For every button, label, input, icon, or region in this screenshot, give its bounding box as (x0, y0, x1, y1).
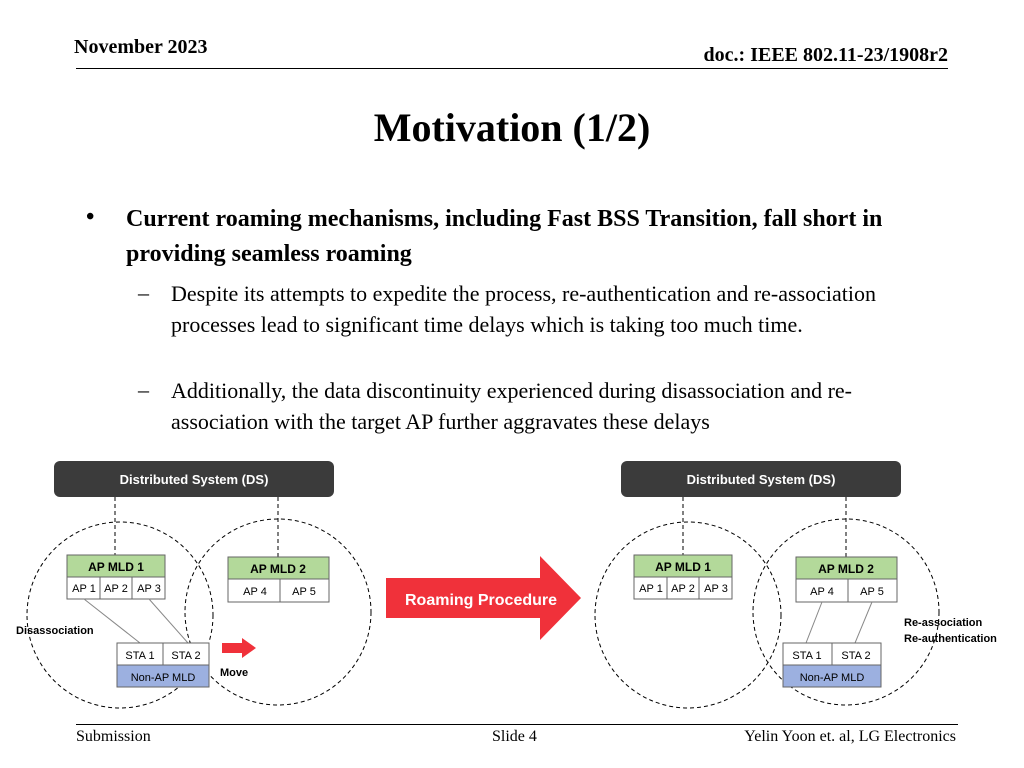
ap-cell: AP 4 (243, 586, 267, 598)
link-line (806, 602, 822, 643)
sub-bullet-marker: – (138, 377, 149, 402)
bullet-marker: • (86, 204, 95, 230)
reassociation-label: Re-association (904, 617, 983, 629)
header-date: November 2023 (74, 36, 208, 58)
ap-cell: AP 1 (639, 583, 663, 595)
disassociation-label: Disassociation (16, 625, 94, 637)
ap-mld-2-label: AP MLD 2 (818, 562, 874, 576)
footer-divider (76, 724, 958, 725)
link-line (149, 599, 188, 643)
right-diagram (595, 461, 997, 708)
sub-bullet-1: Despite its attempts to expedite the process, re-authentication and re-association processes lead to significant time delays which is taking too much time. (171, 281, 876, 337)
move-arrow-icon (222, 638, 256, 658)
sta-cell: STA 1 (792, 650, 822, 662)
footer-author: Yelin Yoon et. al, LG Electronics (744, 728, 956, 745)
sta-cell: STA 1 (125, 650, 155, 662)
ds-label: Distributed System (DS) (686, 472, 836, 487)
ap-mld-1-label: AP MLD 1 (88, 560, 144, 574)
ap-mld-2-label: AP MLD 2 (250, 562, 306, 576)
ap-cell: AP 3 (704, 583, 728, 595)
ds-label: Distributed System (DS) (119, 472, 269, 487)
sta-cell: STA 2 (171, 650, 201, 662)
ap-cell: AP 5 (292, 586, 316, 598)
bullet-main-text: Current roaming mechanisms, including Fast BSS Transition, fall short in providing seamless roaming (126, 206, 883, 267)
non-ap-mld-label: Non-AP MLD (799, 672, 865, 684)
sub-bullet-marker: – (138, 280, 149, 305)
header-doc-id: doc.: IEEE 802.11-23/1908r2 (703, 44, 948, 66)
roaming-procedure-label: Roaming Procedure (404, 592, 558, 609)
left-diagram (16, 461, 371, 708)
ap-cell: AP 2 (104, 583, 128, 595)
header-divider (76, 68, 948, 69)
ap-mld-1-label: AP MLD 1 (655, 560, 711, 574)
footer-slide-number: Slide 4 (492, 728, 537, 745)
sta-cell: STA 2 (841, 650, 871, 662)
move-label: Move (220, 667, 249, 679)
slide-title: Motivation (1/2) (373, 105, 651, 150)
roaming-diagram (0, 450, 1024, 712)
link-line (855, 602, 872, 643)
ap-cell: AP 1 (72, 583, 96, 595)
footer-submission: Submission (76, 728, 151, 745)
sub-bullet-2: Additionally, the data discontinuity experienced during disassociation and re-association with the target AP further aggravates these delays (171, 378, 853, 434)
ap-cell: AP 2 (671, 583, 695, 595)
roaming-procedure-arrow (386, 556, 581, 640)
ap-cell: AP 5 (860, 586, 884, 598)
non-ap-mld-label: Non-AP MLD (130, 672, 196, 684)
ap-cell: AP 3 (137, 583, 161, 595)
reauthentication-label: Re-authentication (904, 633, 997, 645)
ap-cell: AP 4 (810, 586, 834, 598)
